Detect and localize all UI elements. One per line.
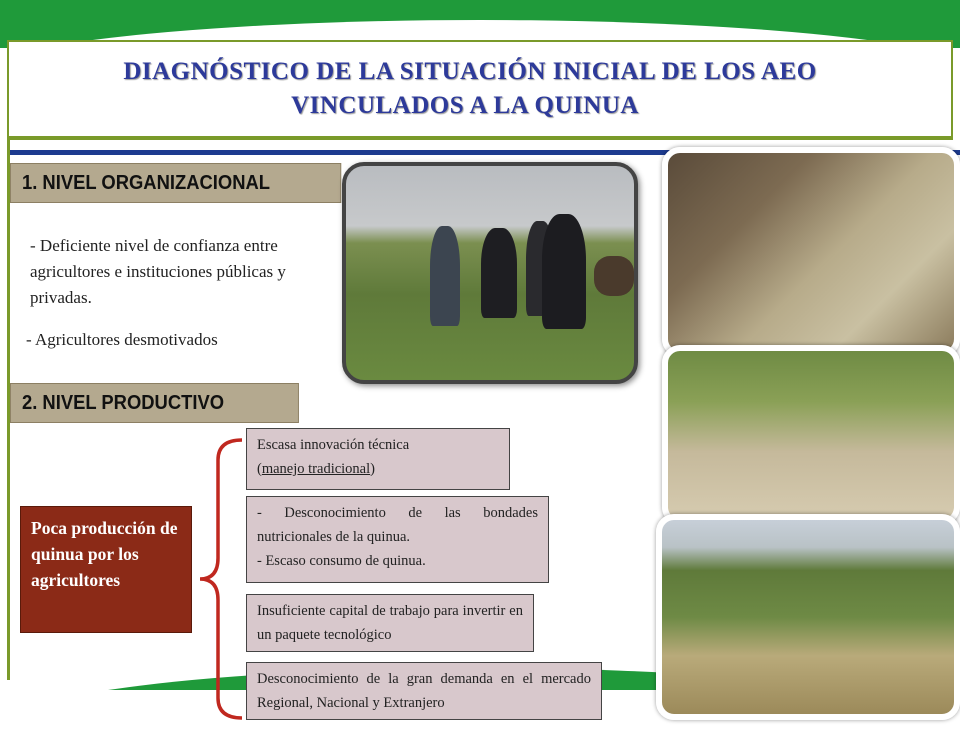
bullet-confianza: - Deficiente nivel de confianza entre agricultores e instituciones públicas y privadas. [30, 236, 286, 307]
photo-person [542, 214, 586, 329]
photo-person [481, 228, 517, 318]
photo-person [430, 226, 460, 326]
section-heading-organizacional: 1. NIVEL ORGANIZACIONAL [10, 163, 341, 203]
title-frame [7, 40, 953, 140]
cause-box-capital: Insuficiente capital de trabajo para invertir en un paquete tecnológico [246, 594, 534, 652]
farmers-group-photo [342, 162, 638, 384]
slide-title-line-2: VINCULADOS A LA QUINUA [291, 92, 639, 119]
photo-quinoa-sieving [662, 345, 960, 525]
cause-text: - Escaso consumo de quinua. [257, 553, 426, 569]
main-problem-box: Poca producción de quinua por los agricultores [20, 506, 192, 633]
section-heading-productivo: 2. NIVEL PRODUCTIVO [10, 383, 299, 423]
cause-box-bondades [246, 496, 549, 583]
bullet-desmotivados: - Agricultores desmotivados [26, 330, 218, 349]
photo-field-threshing [656, 514, 960, 720]
cause-box-demanda: Desconocimiento de la gran demanda en el mercado Regional, Nacional y Extranjero [246, 662, 602, 720]
curly-brace [196, 438, 246, 720]
photo-quinoa-bundles [662, 147, 960, 357]
photo-animal [594, 256, 634, 296]
cause-text: - Desconocimiento de las bondades nutricionales de la quinua. [257, 505, 538, 545]
cause-text: Escasa innovación técnica [257, 437, 410, 453]
cause-text-line2: (manejo tradicional) [257, 461, 375, 477]
cause-box-innovacion [246, 428, 510, 490]
slide-title-line-1: DIAGNÓSTICO DE LA SITUACIÓN INICIAL DE LOS AEO [123, 58, 817, 85]
